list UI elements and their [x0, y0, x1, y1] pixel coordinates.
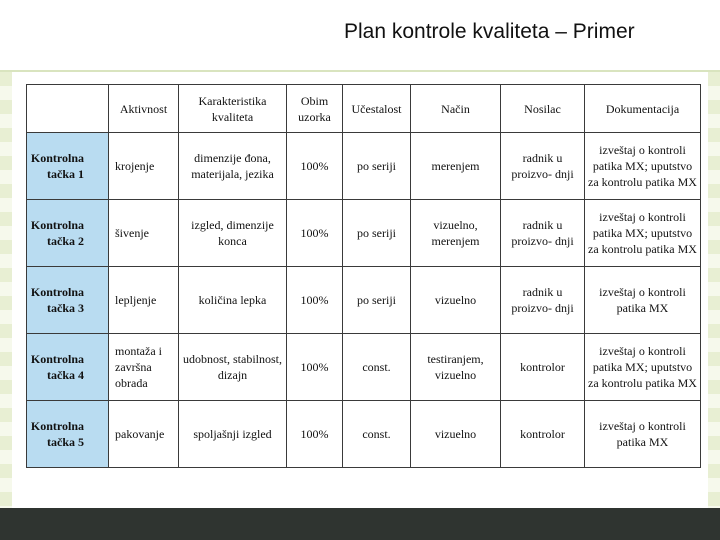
- activity-cell: šivenje: [109, 200, 179, 267]
- frequency-cell: const.: [343, 334, 411, 401]
- characteristic-cell: izgled, dimenzije konca: [179, 200, 287, 267]
- characteristic-cell: udobnost, stabilnost, dizajn: [179, 334, 287, 401]
- documentation-cell: izveštaj o kontroli patika MX; uputstvo za kontrolu patika MX: [585, 133, 701, 200]
- frequency-cell: const.: [343, 401, 411, 468]
- documentation-cell: izveštaj o kontroli patika MX; uputstvo za kontrolu patika MX: [585, 200, 701, 267]
- sample-size-cell: 100%: [287, 133, 343, 200]
- method-cell: merenjem: [411, 133, 501, 200]
- activity-cell: montaža i završna obrada: [109, 334, 179, 401]
- table-row: [27, 200, 701, 267]
- header-nacin: Način: [411, 85, 501, 133]
- activity-cell: lepljenje: [109, 267, 179, 334]
- documentation-cell: izveštaj o kontroli patika MX: [585, 401, 701, 468]
- header-karakteristika: Karakteristika kvaliteta: [179, 85, 287, 133]
- activity-cell: krojenje: [109, 133, 179, 200]
- characteristic-cell: spoljašnji izgled: [179, 401, 287, 468]
- left-decoration: [0, 72, 12, 508]
- control-point-cell: Kontrolna tačka 5: [27, 401, 109, 468]
- control-point-cell: Kontrolna tačka 2: [27, 200, 109, 267]
- method-cell: vizuelno: [411, 401, 501, 468]
- title-divider: [0, 70, 720, 72]
- frequency-cell: po seriji: [343, 133, 411, 200]
- sample-size-cell: 100%: [287, 267, 343, 334]
- table-row: [27, 334, 701, 401]
- sample-size-cell: 100%: [287, 200, 343, 267]
- sample-size-cell: 100%: [287, 334, 343, 401]
- method-cell: testiranjem, vizuelno: [411, 334, 501, 401]
- control-point-cell: Kontrolna tačka 1: [27, 133, 109, 200]
- method-cell: vizuelno: [411, 267, 501, 334]
- responsible-cell: radnik u proizvo- dnji: [501, 200, 585, 267]
- quality-control-plan-table: [26, 84, 701, 468]
- frequency-cell: po seriji: [343, 200, 411, 267]
- header-aktivnost: Aktivnost: [109, 85, 179, 133]
- table-row: [27, 267, 701, 334]
- responsible-cell: radnik u proizvo- dnji: [501, 267, 585, 334]
- header-obim-uzorka: Obim uzorka: [287, 85, 343, 133]
- documentation-cell: izveštaj o kontroli patika MX; uputstvo za kontrolu patika MX: [585, 334, 701, 401]
- header-dokumentacija: Dokumentacija: [585, 85, 701, 133]
- responsible-cell: kontrolor: [501, 401, 585, 468]
- activity-cell: pakovanje: [109, 401, 179, 468]
- control-point-cell: Kontrolna tačka 4: [27, 334, 109, 401]
- table-row: [27, 401, 701, 468]
- right-decoration: [708, 72, 720, 508]
- responsible-cell: kontrolor: [501, 334, 585, 401]
- header-corner-cell: [27, 85, 109, 133]
- header-nosilac: Nosilac: [501, 85, 585, 133]
- table-row: [27, 133, 701, 200]
- table-header-row: [27, 85, 701, 133]
- responsible-cell: radnik u proizvo- dnji: [501, 133, 585, 200]
- documentation-cell: izveštaj o kontroli patika MX: [585, 267, 701, 334]
- method-cell: vizuelno, merenjem: [411, 200, 501, 267]
- characteristic-cell: količina lepka: [179, 267, 287, 334]
- header-ucestalost: Učestalost: [343, 85, 411, 133]
- frequency-cell: po seriji: [343, 267, 411, 334]
- slide-title: Plan kontrole kvaliteta – Primer: [344, 20, 635, 43]
- characteristic-cell: dimenzije đona, materijala, jezika: [179, 133, 287, 200]
- bottom-bar: [0, 508, 720, 540]
- sample-size-cell: 100%: [287, 401, 343, 468]
- control-point-cell: Kontrolna tačka 3: [27, 267, 109, 334]
